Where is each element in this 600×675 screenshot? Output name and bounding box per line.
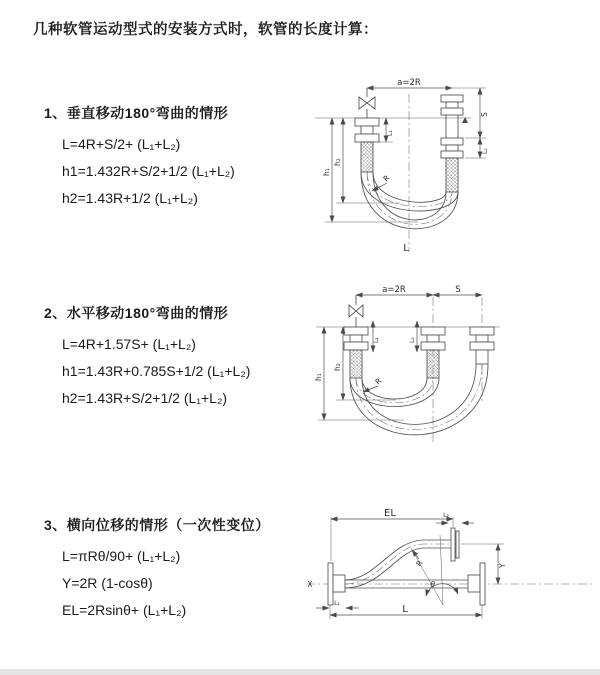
left-pipe-flange [344,327,368,378]
dim-label-h2: h₂ [333,363,342,371]
dim-label-l1: L₁ [373,337,380,343]
right-pipe-flange-phantom [470,327,494,364]
angle-label: θ [430,580,435,589]
braided-hose-section [446,158,458,192]
section-3-formulas [62,543,270,624]
diagram-vertical-180-bend [308,70,598,270]
section-1-heading: 1、垂直移动180°弯曲的情形 [44,105,229,121]
dim-label-l1: L₁ [334,600,340,607]
diagram-horizontal-180-bend [308,281,598,459]
hose-u-bend [361,172,458,229]
section-1-formulas [62,131,235,212]
hose-s-curve [345,540,451,588]
diagram-lateral-displacement [298,503,598,651]
valve-icon [349,295,363,327]
right-pipe-flange [441,95,463,192]
section-3-heading: 3、横向位移的情形（一次性变位） [44,517,270,533]
hose-u-bend-position-1 [350,378,439,407]
dim-label-y: Y [498,563,507,568]
dim-label-l2: L₂ [482,148,489,154]
valve-icon [359,88,375,118]
dim-label-l2: L₂ [443,512,449,519]
dim-label-l1: L₁ [387,130,394,136]
middle-pipe-flange [421,327,445,378]
dim-label-el: EL [384,508,396,519]
radius-leader [412,550,419,559]
dim-label-h1: h₁ [314,373,323,381]
braided-hose-section [350,350,362,378]
length-label: L [403,243,409,254]
formula-length: L=πRθ/90+ (L₁+L₂) [62,548,181,564]
dim-label-l2: L₂ [409,337,416,343]
section-horizontal-movement [44,304,250,412]
dim-label-s: S [455,285,461,295]
hose-u-bend-position-2 [350,364,488,435]
formula-h2: h2=1.43R+S/2+1/2 (L₁+L₂) [62,390,228,406]
section-lateral-displacement [44,516,270,624]
dim-label-a2r: a=2R [397,78,421,88]
left-pipe-flange [355,118,379,172]
radius-label: R [381,173,392,184]
formula-h2: h2=1.43R+1/2 (L₁+L₂) [62,190,198,206]
formula-y: Y=2R (1-cosθ) [62,575,153,591]
formula-el: EL=2Rsinθ+ (L₁+L₂) [62,602,187,618]
axis-marker-label: X [307,580,313,589]
formula-length: L=4R+S/2+ (L₁+L₂) [62,136,181,152]
page-bottom-edge [0,669,600,675]
upper-right-flange [451,528,459,561]
dim-label-l: L [402,604,408,615]
dim-label-s: S [480,112,489,117]
section-vertical-movement [44,104,235,212]
braided-hose-section [427,350,439,378]
left-flange [328,563,345,605]
dim-label-h1: h₁ [322,168,331,176]
formula-length: L=4R+1.57S+ (L₁+L₂) [62,336,196,352]
section-2-formulas [62,331,250,412]
dim-label-h2: h₂ [333,158,342,166]
radius-leader [363,386,378,392]
formula-h1: h1=1.43R+0.785S+1/2 (L₁+L₂) [62,363,251,379]
section-2-heading: 2、水平移动180°弯曲的情形 [44,305,229,321]
radius-label: R [414,558,425,569]
page-title: 几种软管运动型式的安装方式时，软管的长度计算： [33,22,378,38]
hose-section [476,350,488,364]
dim-label-a2r: a=2R [382,285,406,295]
formula-h1: h1=1.432R+S/2+1/2 (L₁+L₂) [62,163,235,179]
radius-label: R [373,376,384,387]
braided-hose-section [361,142,373,172]
